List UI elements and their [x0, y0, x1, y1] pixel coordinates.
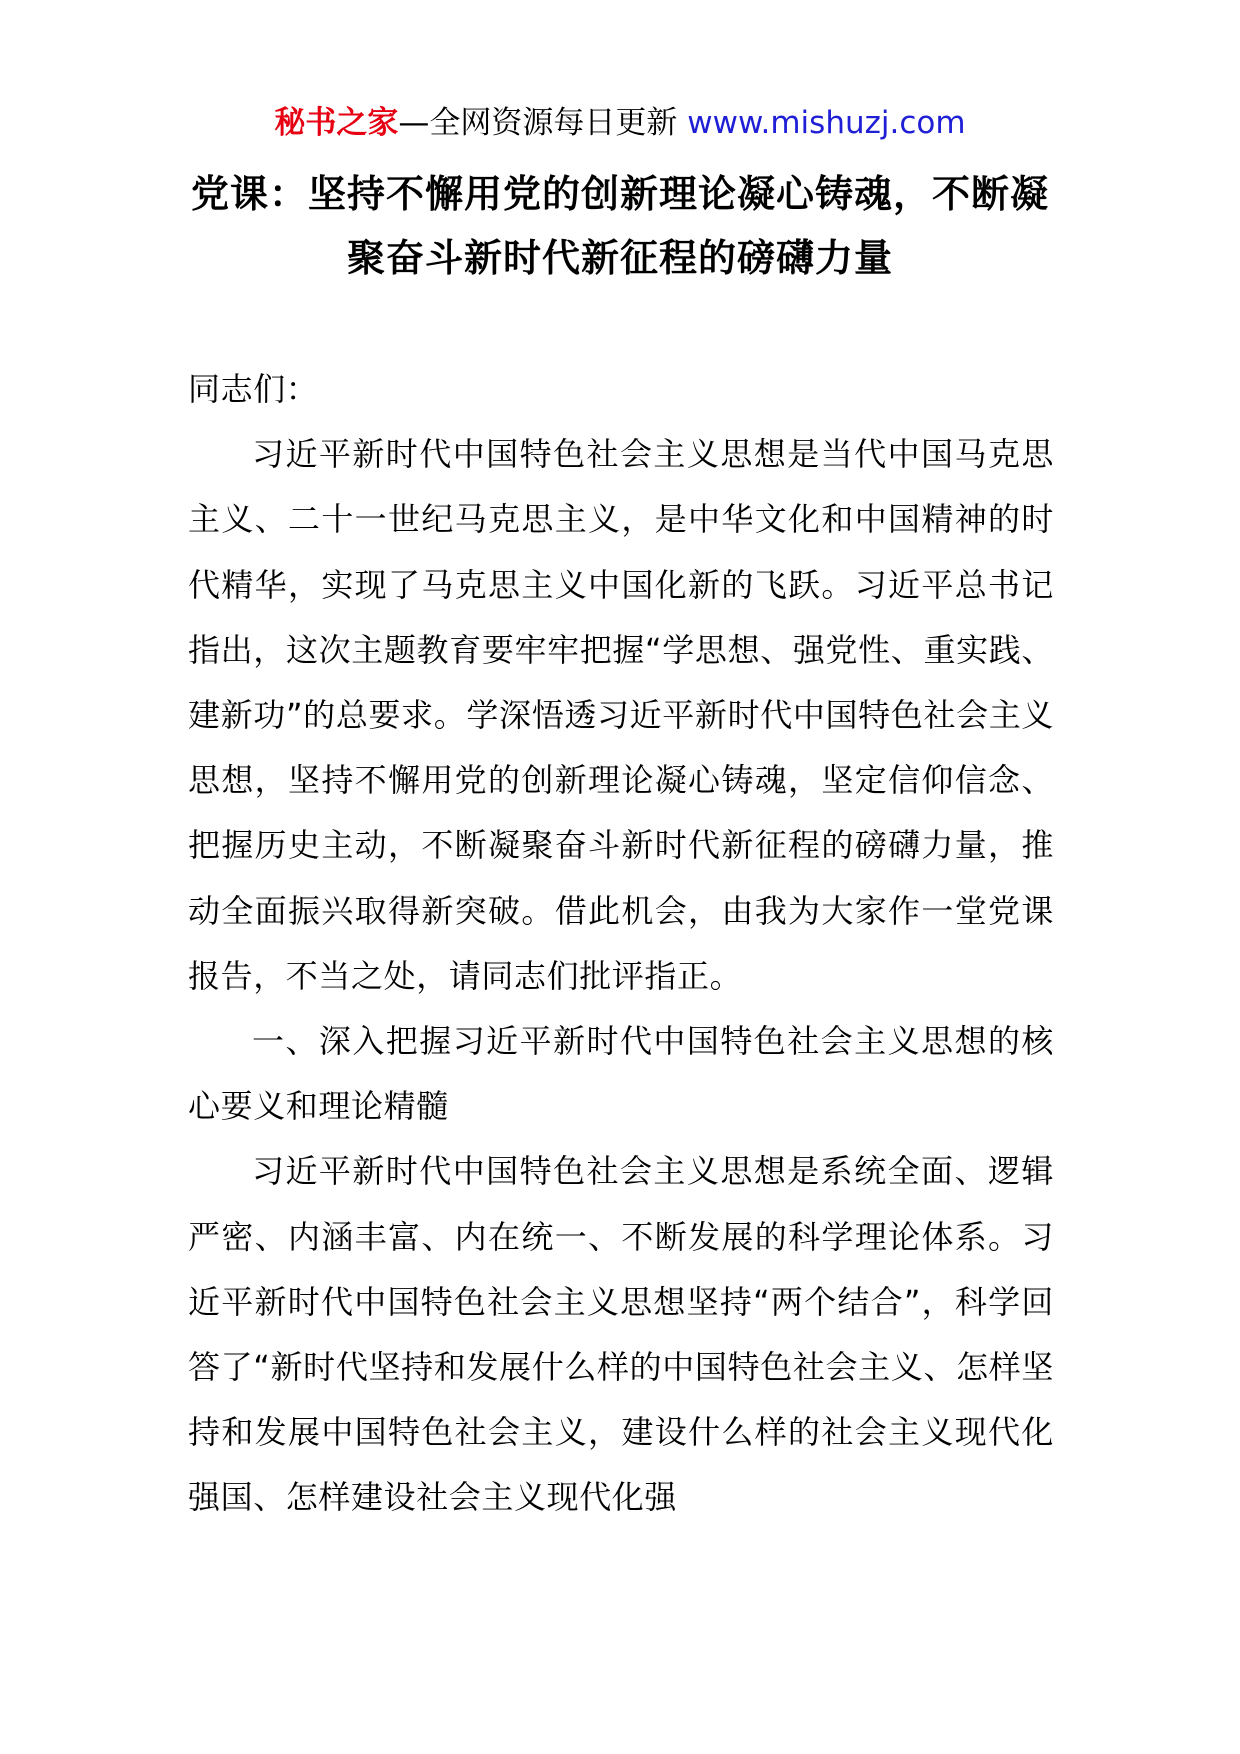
site-tagline: —全网资源每日更新 — [398, 105, 678, 141]
paragraph-section-1: 习近平新时代中国特色社会主义思想是系统全面、逻辑严密、内涵丰富、内在统一、不断发展的科学理论体系。习近平新时代中国特色社会主义思想坚持“两个结合”，科学回答了“新时代坚持和发展什么样的中国特色社会主义、怎样坚持和发展中国特色社会主义，建设什么样的社会主义现代化强国、怎样建设社会主义现代化强 — [188, 1152, 1054, 1517]
document-body — [188, 357, 1054, 1531]
site-header — [0, 100, 1240, 146]
salutation: 同志们： — [188, 370, 319, 408]
paragraph-intro: 习近平新时代中国特色社会主义思想是当代中国马克思主义、二十一世纪马克思主义，是中华文化和中国精神的时代精华，实现了马克思主义中国化新的飞跃。习近平总书记指出，这次主题教育要牢牢把握“学思想、强党性、重实践、建新功”的总要求。学深悟透习近平新时代中国特色社会主义思想，坚持不懈用党的创新理论凝心铸魂，坚定信仰信念、把握历史主动，不断凝聚奋斗新时代新征程的磅礴力量，推动全面振兴取得新突破。借此机会，由我为大家作一堂党课报告，不当之处，请同志们批评指正。 — [188, 435, 1054, 995]
site-url-link[interactable]: www.mishuzj.com — [687, 105, 966, 141]
site-brand: 秘书之家 — [274, 105, 399, 141]
document-title: 党课：坚持不懈用党的创新理论凝心铸魂，不断凝聚奋斗新时代新征程的磅礴力量 — [190, 172, 1049, 280]
section-heading-1: 一、深入把握习近平新时代中国特色社会主义思想的核心要义和理论精髓 — [188, 1022, 1054, 1126]
